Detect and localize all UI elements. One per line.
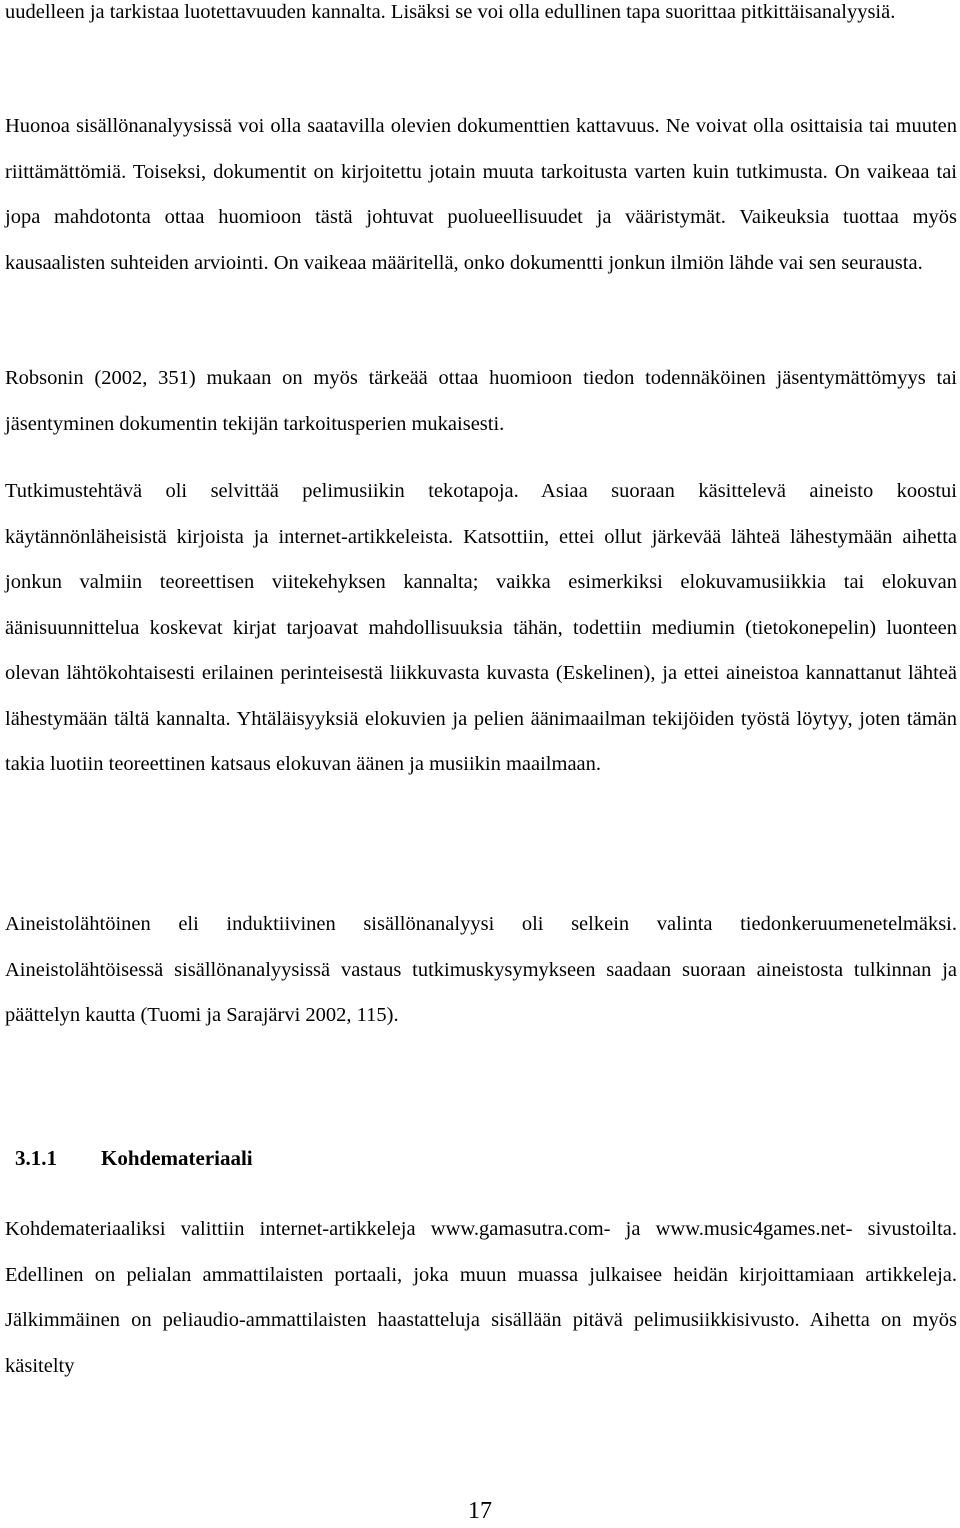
section-title: Kohdemateriaali (101, 1146, 253, 1170)
paragraph-target-material: Kohdemateriaaliksi valittiin internet-artikkeleja www.gamasutra.com- ja www.music4games.net- sivustoilta. Edellinen on pelialan ammattilaisten portaali, joka muun muassa julkaisee heidän kirjoittamiaan artikkeleja. Jälkimmäinen on peliaudio-ammattilaisten haastatteluja sisällään pitävä pelimusiikkisivusto. Aihetta on myös käsitelty (5, 1218, 957, 1377)
paragraph-robson: Robsonin (2002, 351) mukaan on myös tärkeää ottaa huomioon tiedon todennäköinen jäsentymättömyys tai jäsentyminen dokumentin tekijän tarkoitusperien mukaisesti. (5, 367, 957, 435)
section-number: 3.1.1 (15, 1146, 57, 1170)
paragraph-inductive-analysis: Aineistolähtöinen eli induktiivinen sisällönanalyysi oli selkein valinta tiedonkeruumenetelmäksi. Aineistolähtöisessä sisällönanalyysissä vastaus tutkimuskysymykseen saadaan suoraan aineistosta tulkinnan ja päättelyn kautta (Tuomi ja Sarajärvi 2002, 115). (5, 913, 957, 1026)
section-heading (15, 1140, 253, 1176)
paragraph-weaknesses: Huonoa sisällönanalyysissä voi olla saatavilla olevien dokumenttien kattavuus. Ne voivat olla osittaisia tai muuten riittämättömiä. Toiseksi, dokumentit on kirjoitettu jotain muuta tarkoitusta varten kuin tutkimusta. On vaikeaa tai jopa mahdotonta ottaa huomioon tästä johtuvat puolueellisuudet ja vääristymät. Vaikeuksia tuottaa myös kausaalisten suhteiden arviointi. On vaikeaa määritellä, onko dokumentti jonkun ilmiön lähde vai sen seurausta. (5, 115, 957, 274)
page-number: 17 (468, 1498, 492, 1524)
paragraph-intro-continuation: uudelleen ja tarkistaa luotettavuuden kannalta. Lisäksi se voi olla edullinen tapa suorittaa pitkittäisanalyysiä. (5, 1, 896, 23)
paragraph-research-task: Tutkimustehtävä oli selvittää pelimusiikin tekotapoja. Asiaa suoraan käsittelevä aineisto koostui käytännönläheisistä kirjoista ja internet-artikkeleista. Katsottiin, ettei ollut järkevää lähteä lähestymään aihetta jonkun valmiin teoreettisen viitekehyksen kannalta; vaikka esimerkiksi elokuvamusiikkia tai elokuvan äänisuunnittelua koskevat kirjat tarjoavat mahdollisuuksia tähän, todettiin mediumin (tietokonepelin) luonteen olevan lähtökohtaisesti erilainen perinteisestä liikkuvasta kuvasta (Eskelinen), ja ettei aineistoa kannattanut lähteä lähestymään tältä kannalta. Yhtäläisyyksiä elokuvien ja pelien äänimaailman tekijöiden työstä löytyy, joten tämän takia luotiin teoreettinen katsaus elokuvan äänen ja musiikin maailmaan. (5, 480, 957, 775)
